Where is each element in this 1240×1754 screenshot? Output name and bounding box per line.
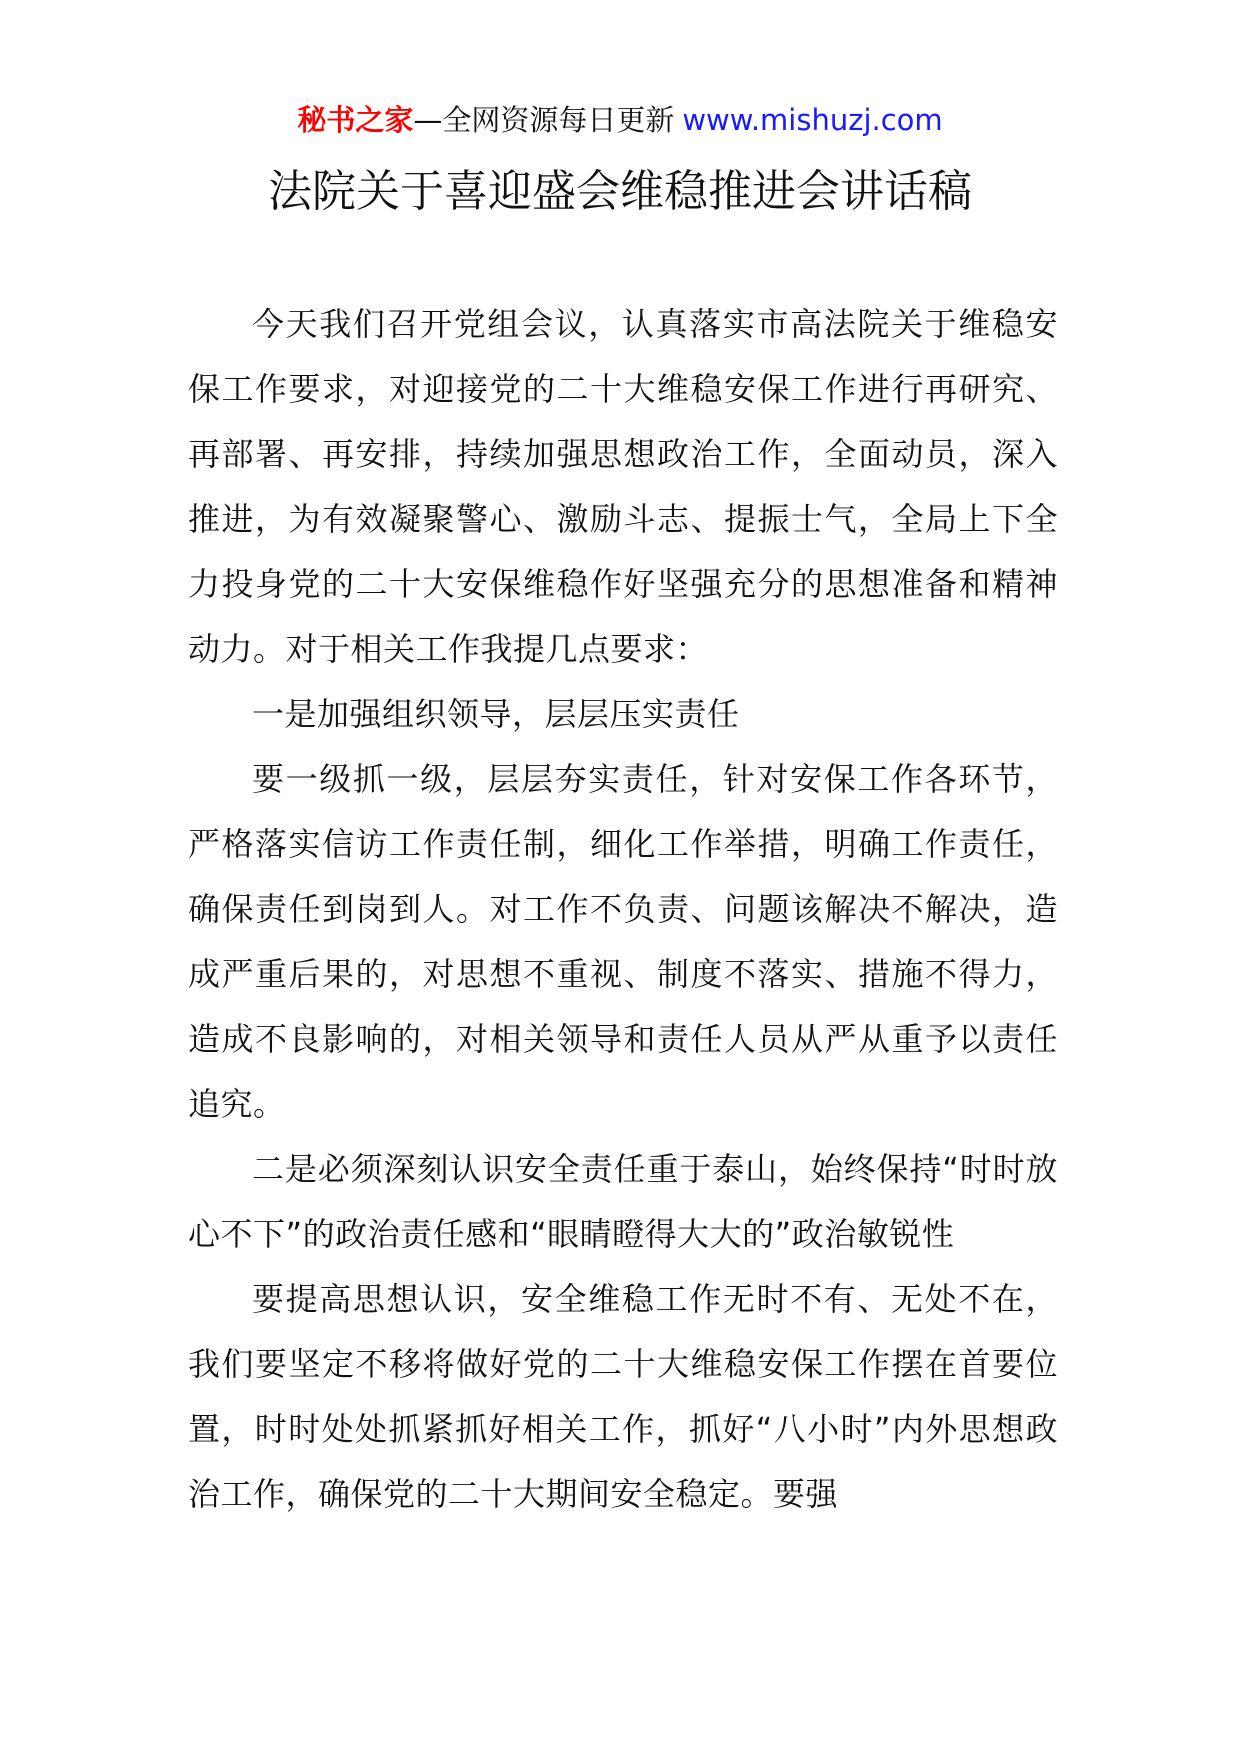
- section-heading-2: 二是必须深刻认识安全责任重于泰山，始终保持“时时放心不下”的政治责任感和“眼睛瞪得大大的”政治敏锐性: [188, 1150, 1058, 1253]
- paragraph-1: 要一级抓一级，层层夯实责任，针对安保工作各环节，严格落实信访工作责任制，细化工作举措，明确工作责任，确保责任到岗到人。对工作不负责、问题该解决不解决，造成严重后果的，对思想不重视、制度不落实、措施不得力，造成不良影响的，对相关领导和责任人员从严从重予以责任追究。: [188, 760, 1058, 1123]
- site-url-link[interactable]: www.mishuzj.com: [682, 103, 943, 137]
- document-body: [188, 292, 1058, 1527]
- paragraph-2: 要提高思想认识，安全维稳工作无时不有、无处不在，我们要坚定不移将做好党的二十大维稳安保工作摆在首要位置，时时处处抓紧抓好相关工作，抓好“八小时”内外思想政治工作，确保党的二十大期间安全稳定。要强: [188, 1280, 1058, 1513]
- site-tagline: —全网资源每日更新: [413, 103, 675, 137]
- paragraph-intro: 今天我们召开党组会议，认真落实市高法院关于维稳安保工作要求，对迎接党的二十大维稳安保工作进行再研究、再部署、再安排，持续加强思想政治工作，全面动员，深入推进，为有效凝聚警心、激励斗志、提振士气，全局上下全力投身党的二十大安保维稳作好坚强充分的思想准备和精神动力。对于相关工作我提几点要求：: [188, 305, 1058, 668]
- document-title: 法院关于喜迎盛会维稳推进会讲话稿: [268, 166, 972, 217]
- section-heading-1: 一是加强组织领导，层层压实责任: [252, 695, 740, 733]
- site-name: 秘书之家: [297, 103, 414, 137]
- site-header: [0, 100, 1240, 140]
